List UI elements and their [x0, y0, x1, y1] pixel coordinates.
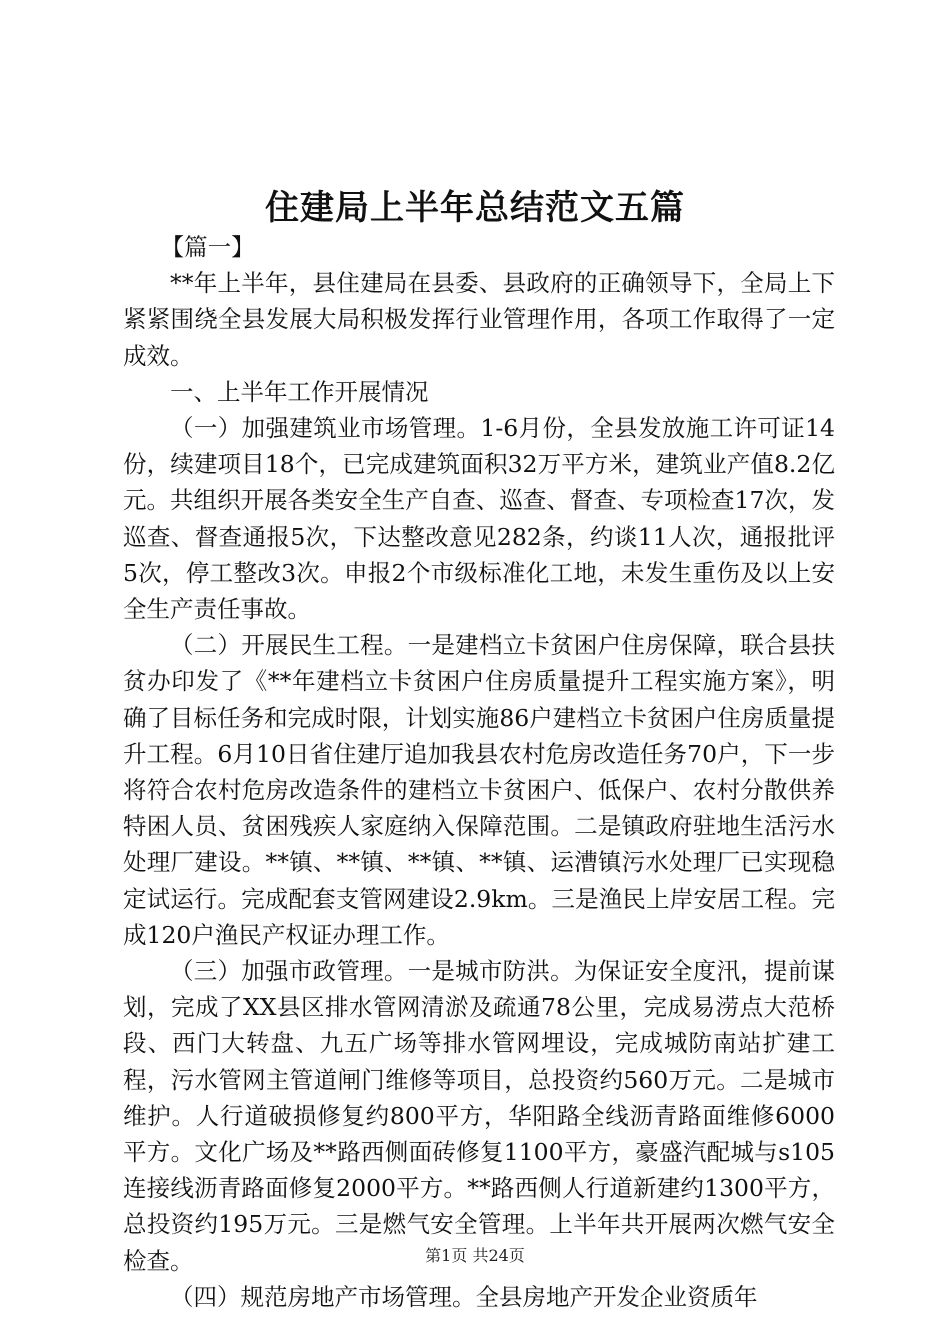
page-number-footer: 第1页 共24页: [425, 1246, 525, 1265]
document-body: [123, 229, 835, 1315]
paragraph-construction-market: （一）加强建筑业市场管理。1-6月份，全县发放施工许可证14份，续建项目18个，已完成建筑面积32万平方米，建筑业产值8.2亿元。共组织开展各类安全生产自查、巡查、督查、专项检查17次，发巡查、督查通报5次，下达整改意见282条，约谈11人次，通报批评5次，停工整改3次。申报2个市级标准化工地，未发生重伤及以上安全生产责任事故。: [123, 414, 835, 624]
section-heading-work-overview: 一、上半年工作开展情况: [170, 377, 429, 406]
section-heading-part-one: 【篇一】: [160, 233, 255, 261]
paragraph-real-estate-market: （四）规范房地产市场管理。全县房地产开发企业资质年: [170, 1282, 758, 1311]
paragraph-municipal-management: （三）加强市政管理。一是城市防洪。为保证安全度汛，提前谋划，完成了XX县区排水管网清淤及疏通78公里，完成易涝点大范桥段、西门大转盘、九五广场等排水管网埋设，完成城防南站扩建工程，污水管网主管道闸门维修等项目，总投资约560万元。二是城市维护。人行道破损修复约800平方，华阳路全线沥青路面维修6000平方。文化广场及**路西侧面砖修复1100平方，豪盛汽配城与s105连接线沥青路面修复2000平方。**路西侧人行道新建约1300平方，总投资约195万元。三是燃气安全管理。上半年共开展两次燃气安全检查。: [123, 957, 835, 1275]
document-title: 住建局上半年总结范文五篇: [265, 188, 685, 228]
intro-paragraph: **年上半年，县住建局在县委、县政府的正确领导下，全局上下紧紧围绕全县发展大局积极发挥行业管理作用，各项工作取得了一定成效。: [123, 269, 835, 370]
paragraph-livelihood-projects: （二）开展民生工程。一是建档立卡贫困户住房保障，联合县扶贫办印发了《**年建档立卡贫困户住房质量提升工程实施方案》，明确了目标任务和完成时限，计划实施86户建档立卡贫困户住房质量提升工程。6月10日省住建厅追加我县农村危房改造任务70户，下一步将符合农村危房改造条件的建档立卡贫困户、低保户、农村分散供养特困人员、贫困残疾人家庭纳入保障范围。二是镇政府驻地生活污水处理厂建设。**镇、**镇、**镇、**镇、运漕镇污水处理厂已实现稳定试运行。完成配套支管网建设2.9km。三是渔民上岸安居工程。完成120户渔民产权证办理工作。: [123, 631, 835, 949]
